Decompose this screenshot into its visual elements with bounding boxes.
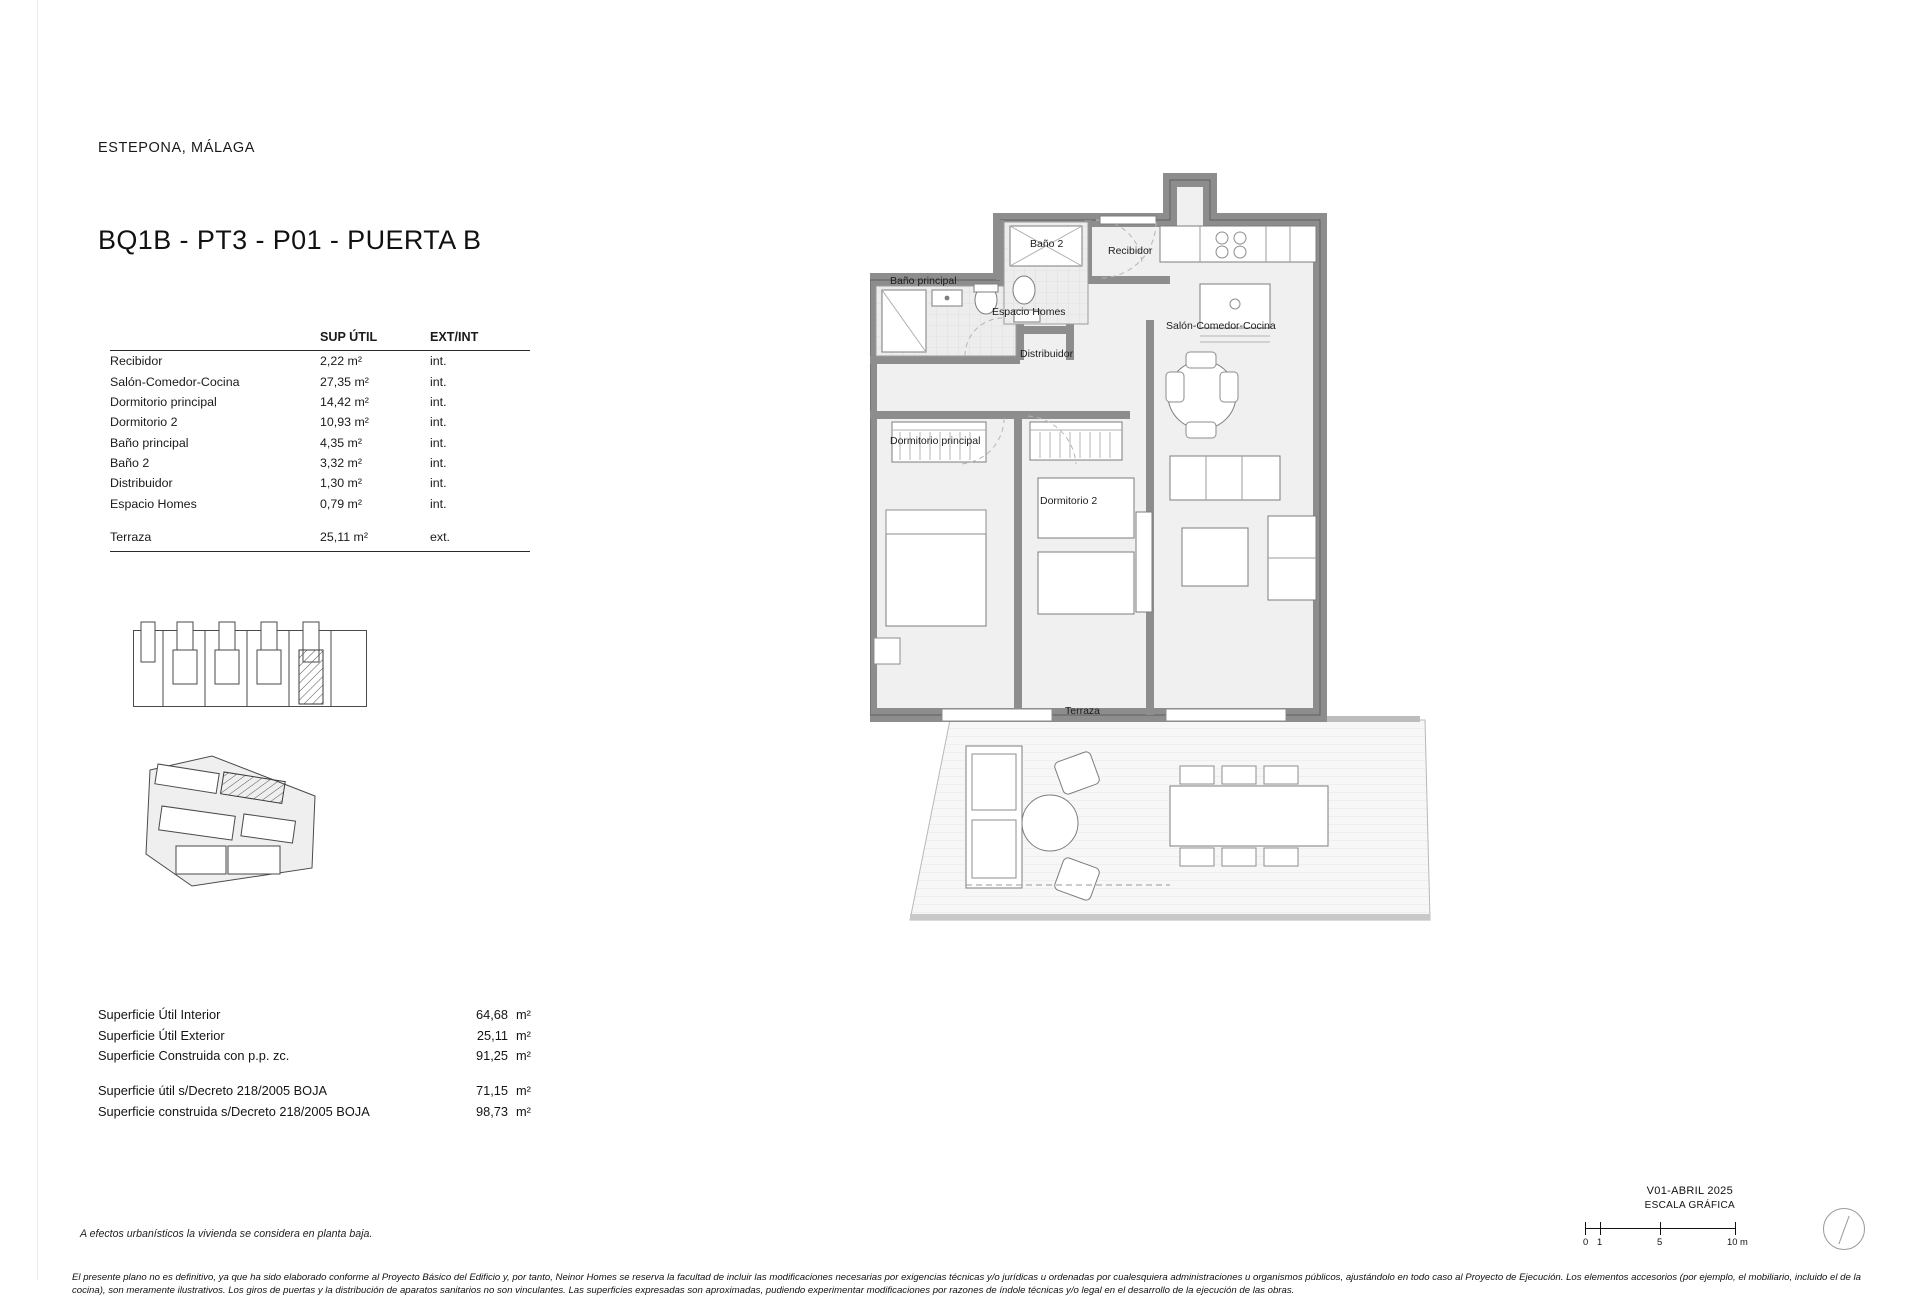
areas-header-extint: EXT/INT: [430, 330, 479, 344]
room-type: int.: [430, 456, 447, 471]
table-row: [110, 351, 530, 371]
summary-label: Superficie construida s/Decreto 218/2005 BOJA: [98, 1103, 370, 1119]
label-distribuidor: Distribuidor: [1020, 348, 1074, 360]
summary-row: [98, 1026, 548, 1047]
summary-value: 64,68: [475, 1007, 508, 1022]
bano-principal-fixtures: [876, 284, 1016, 356]
table-row: [110, 453, 530, 473]
scale-ticks: [1585, 1220, 1770, 1236]
room-name: Dormitorio 2: [110, 415, 178, 430]
summary-unit: m²: [516, 1103, 531, 1119]
areas-table-header: [110, 330, 530, 350]
dormitorio2-furniture: [1028, 416, 1134, 614]
room-name: Distribuidor: [110, 476, 173, 491]
scale-caption: ESCALA GRÁFICA: [1644, 1200, 1735, 1211]
areas-table-rule-bottom: [110, 551, 530, 552]
table-row: [110, 433, 530, 453]
room-area: 14,42 m²: [320, 394, 369, 409]
table-row-terrace: [110, 527, 530, 547]
room-type: int.: [430, 435, 447, 450]
scale-tick: [1735, 1222, 1736, 1235]
room-name: Espacio Homes: [110, 496, 197, 511]
scale-label-0: 0: [1583, 1236, 1589, 1247]
summary-table: [98, 1005, 548, 1123]
room-area: 4,35 m²: [320, 435, 363, 450]
summary-row-decree: [98, 1102, 548, 1123]
summary-unit: m²: [516, 1007, 531, 1022]
north-compass-icon: [1823, 1208, 1865, 1250]
scale-label-10: 10 m: [1727, 1236, 1748, 1247]
label-dormitorio-principal: Dormitorio principal: [890, 435, 981, 447]
summary-row: [98, 1005, 548, 1026]
summary-row-decree: [98, 1081, 548, 1102]
summary-spacer: [98, 1067, 548, 1081]
label-terraza: Terraza: [1065, 705, 1101, 717]
room-area: 2,22 m²: [320, 354, 363, 369]
summary-unit: m²: [516, 1083, 531, 1099]
room-name: Baño 2: [110, 456, 150, 471]
room-area: 10,93 m²: [320, 415, 369, 430]
areas-header-room: [110, 330, 320, 344]
areas-table-spacer: [110, 514, 530, 527]
label-espacio-homes: Espacio Homes: [992, 306, 1066, 318]
label-salon: Salón-Comedor-Cocina: [1166, 320, 1276, 332]
scale-label-5: 5: [1657, 1236, 1663, 1247]
graphic-scale-bar: [1585, 1220, 1770, 1250]
scale-tick: [1600, 1222, 1601, 1235]
page-title: BQ1B - PT3 - P01 - PUERTA B: [98, 225, 482, 255]
room-name: Recibidor: [110, 354, 163, 369]
label-bano-principal: Baño principal: [890, 275, 957, 287]
page-left-margin: [0, 0, 38, 1280]
room-area: 0,79 m²: [320, 496, 363, 511]
summary-value: 91,25: [475, 1048, 508, 1064]
summary-unit: m²: [516, 1027, 531, 1043]
building-key-diagram: [133, 620, 373, 720]
summary-label: Superficie Útil Exterior: [98, 1027, 225, 1043]
scale-tick: [1660, 1222, 1661, 1235]
room-type: int.: [430, 354, 447, 369]
summary-value: 98,73: [475, 1103, 508, 1119]
room-name: Dormitorio principal: [110, 394, 217, 409]
summary-label: Superficie Construida con p.p. zc.: [98, 1048, 290, 1064]
room-area: 25,11 m²: [320, 530, 368, 545]
table-row: [110, 371, 530, 391]
terrace-area: [910, 716, 1430, 920]
room-area: 3,32 m²: [320, 456, 363, 471]
room-type: ext.: [430, 530, 450, 545]
floor-plan-drawing: [870, 160, 1850, 1180]
room-area: 1,30 m²: [320, 476, 363, 491]
summary-unit: m²: [516, 1048, 531, 1064]
table-row: [110, 392, 530, 412]
room-type: int.: [430, 374, 447, 389]
room-area: 27,35 m²: [320, 374, 369, 389]
version-block: [1645, 1185, 1735, 1211]
room-type: int.: [430, 476, 447, 491]
label-bano2: Baño 2: [1030, 238, 1064, 250]
summary-row: [98, 1046, 548, 1067]
summary-value: 25,11: [476, 1027, 508, 1043]
areas-header-suputil: SUP ÚTIL: [320, 330, 378, 344]
table-row: [110, 494, 530, 514]
urban-footnote: A efectos urbanísticos la vivienda se considera en planta baja.: [80, 1228, 373, 1240]
compass-needle-icon: [1838, 1216, 1849, 1245]
room-type: int.: [430, 415, 447, 430]
room-name: Baño principal: [110, 435, 189, 450]
summary-label: Superficie útil s/Decreto 218/2005 BOJA: [98, 1083, 328, 1099]
summary-label: Superficie Útil Interior: [98, 1007, 221, 1022]
location-text: ESTEPONA, MÁLAGA: [98, 140, 256, 156]
scale-label-1: 1: [1597, 1236, 1603, 1247]
version-text: V01-ABRIL 2025: [1646, 1185, 1733, 1197]
site-key-map: [140, 750, 350, 900]
scale-labels: [1585, 1236, 1770, 1250]
table-row: [110, 412, 530, 432]
scale-tick: [1585, 1222, 1586, 1235]
room-name: Salón-Comedor-Cocina: [110, 374, 240, 389]
areas-table: [110, 330, 530, 552]
room-name: Terraza: [110, 530, 152, 545]
label-recibidor: Recibidor: [1108, 245, 1153, 257]
table-row: [110, 473, 530, 493]
room-type: int.: [430, 394, 447, 409]
summary-value: 71,15: [475, 1083, 508, 1099]
legal-disclaimer: El presente plano no es definitivo, ya que ha sido elaborado conforme al Proyecto Básico del Edificio y, por tanto, Neinor Homes se reserva la facultad de incluir las modificaciones necesarias por exigencias técnicas y/o jurídicas u ordenadas por cualesquiera administraciones u organismos públicos, ajustándolo en todo caso al Proyecto de Ejecución. Los elementos accesorios (por ejemplo, el mobiliario, incluido el de la cocina), son meramente ilustrativos. Los giros de puertas y la distribución de aparatos sanitarios no son vinculantes. Las superficies expresadas son aproximadas, pudiendo experimentar modificaciones por razones de índole técnicas y/o legal en el desarrollo de la ejecución de las obras.: [72, 1272, 1861, 1296]
label-dormitorio2: Dormitorio 2: [1040, 495, 1098, 507]
room-type: int.: [430, 496, 447, 511]
